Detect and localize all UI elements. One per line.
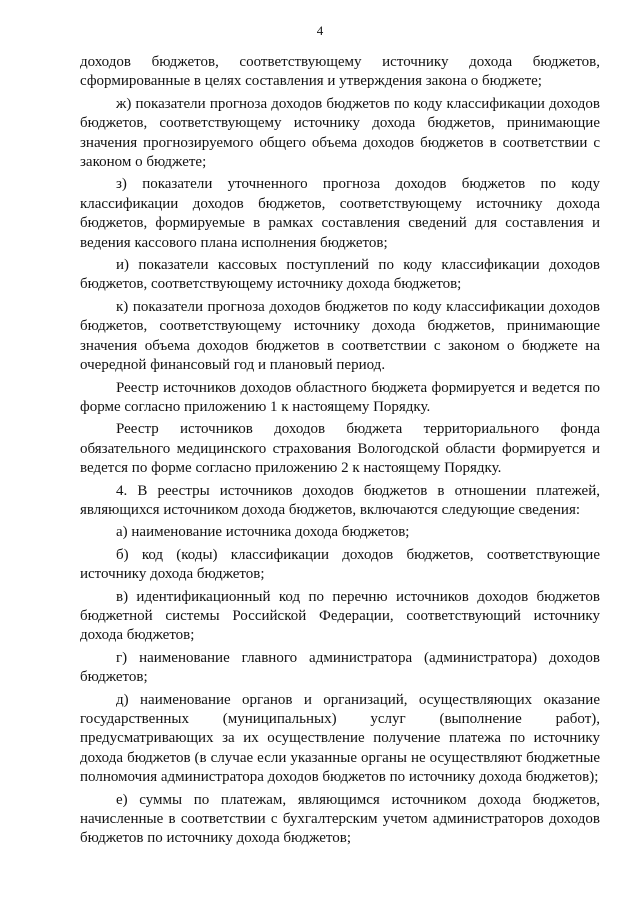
paragraph-continuation: доходов бюджетов, соответствующему источнику дохода бюджетов, сформированные в целях составления и утверждения закона о бюджете; (80, 54, 600, 90)
paragraph-item-b: б) код (коды) классификации доходов бюджетов, соответствующие источнику дохода бюджетов; (80, 546, 600, 583)
paragraph-item-e: е) суммы по платежам, являющимся источником дохода бюджетов, начисленные в соответствии с бухгалтерским учетом администраторов доходов бюджетов по источнику дохода бюджетов; (80, 791, 600, 847)
paragraph-item-i: и) показатели кассовых поступлений по коду классификации доходов бюджетов, соответствующему источнику дохода бюджетов; (80, 257, 600, 293)
paragraph-item-a: а) наименование источника дохода бюджетов; (116, 524, 410, 541)
paragraph-item-g: г) наименование главного администратора (администратора) доходов бюджетов; (80, 649, 600, 686)
paragraph-item-d: д) наименование органов и организаций, осуществляющих оказание государственных (муниципальных) услуг (выполнение работ), предусматривающих за их осуществление получение платежа по источнику дохода бюджетов (в случае если указанные органы не осуществляют бюджетные полномочия администратора доходов бюджетов по источнику дохода бюджетов); (80, 691, 600, 786)
paragraph-item-z: з) показатели уточненного прогноза доходов бюджетов по коду классификации доходов бюджетов, соответствующему источнику дохода бюджетов, формируемые в рамках составления сведений для составления и ведения кассового плана исполнения бюджетов; (80, 176, 600, 251)
paragraph-section-4: 4. В реестры источников доходов бюджетов в отношении платежей, являющихся источником дохода бюджетов, включаются следующие сведения: (80, 482, 600, 518)
document-body (80, 53, 600, 852)
paragraph-fund-registry: Реестр источников доходов бюджета территориального фонда обязательного медицинского страхования Вологодской области формируется и ведется по форме согласно приложению 2 к настоящему Порядку. (80, 421, 600, 477)
paragraph-item-v: в) идентификационный код по перечню источников доходов бюджетов бюджетной системы Российской Федерации, соответствующий источнику дохода бюджетов; (80, 588, 600, 644)
paragraph-regional-registry: Реестр источников доходов областного бюджета формируется и ведется по форме согласно приложению 1 к настоящему Порядку. (80, 379, 600, 415)
paragraph-item-zh: ж) показатели прогноза доходов бюджетов по коду классификации доходов бюджетов, соответствующему источнику дохода бюджетов, принимающие значения прогнозируемого общего объема доходов бюджетов в соответствии с законом о бюджете; (80, 95, 600, 171)
paragraph-item-k: к) показатели прогноза доходов бюджетов по коду классификации доходов бюджетов, соответствующему источнику дохода бюджетов, принимающие значения объема доходов бюджетов в соответствии с законом о бюджете на очередной финансовый год и плановый период. (80, 298, 600, 374)
page-number: 4 (316, 23, 324, 38)
